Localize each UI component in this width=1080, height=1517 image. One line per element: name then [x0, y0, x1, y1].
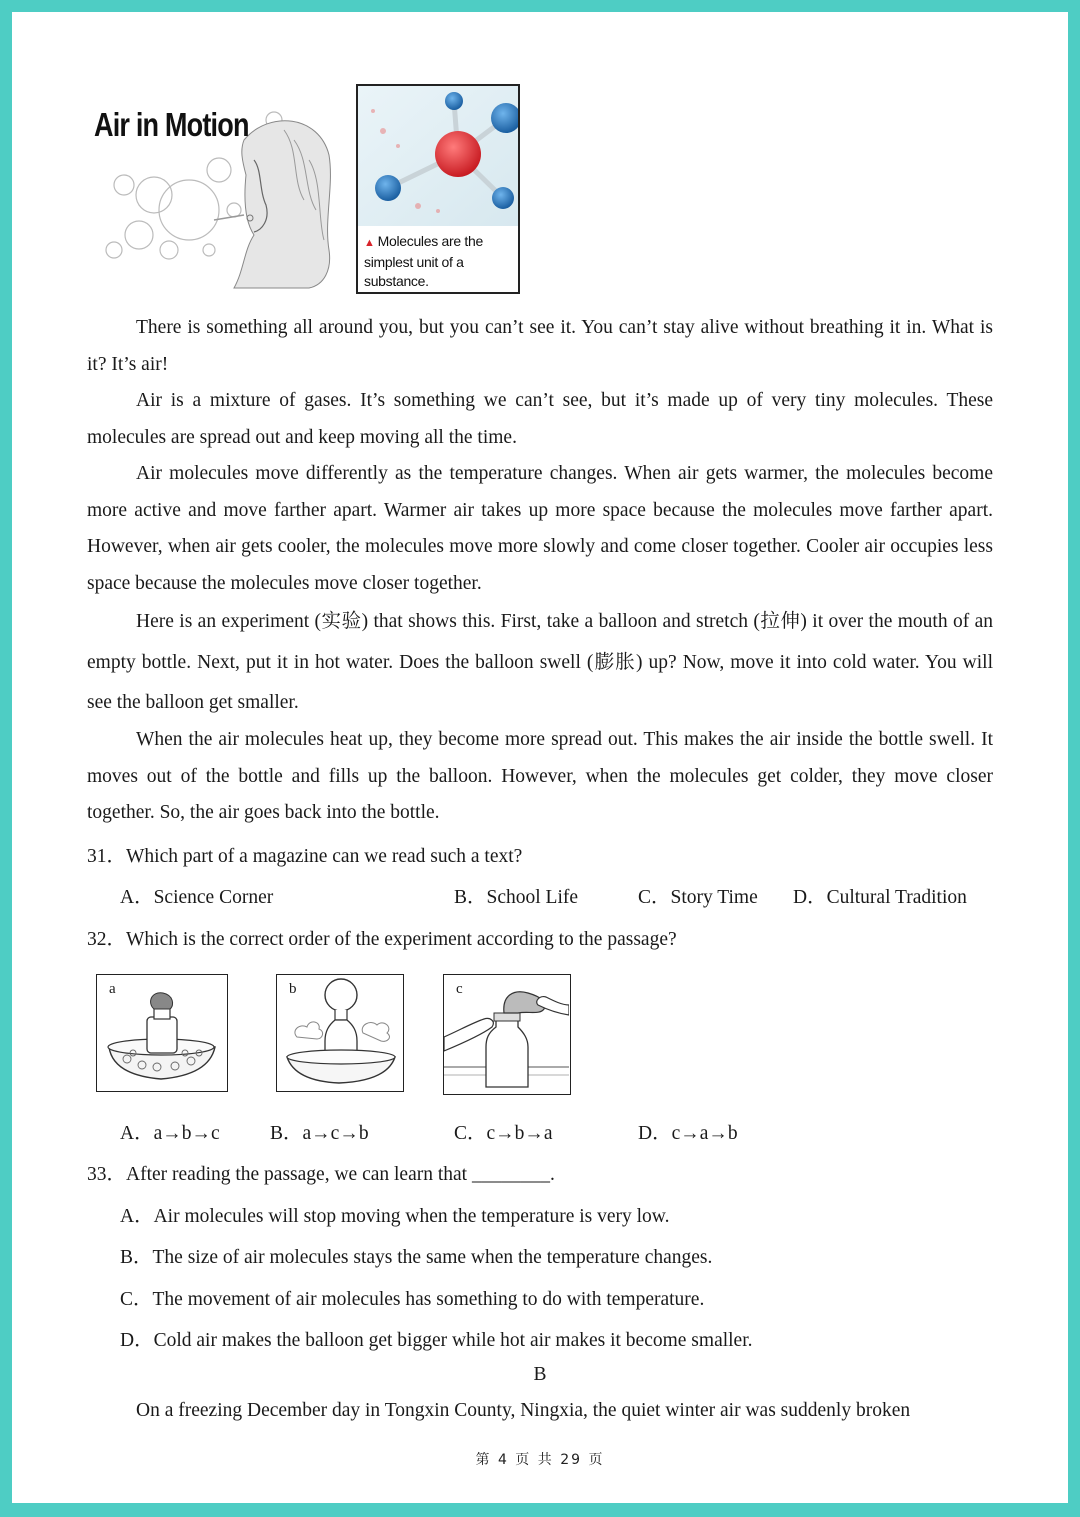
question-31-stem: 31．Which part of a magazine can we read such a text? — [87, 846, 523, 867]
q31-option-d[interactable]: D．Cultural Tradition — [793, 887, 967, 908]
question-32-stem: 32．Which is the correct order of the experiment according to the passage? — [87, 929, 677, 950]
paragraph-1: There is something all around you, but you can’t see it. You can’t stay alive without breathing it in. What is it? It’s air! — [87, 317, 993, 375]
experiment-image-a — [96, 974, 228, 1092]
paragraph-5: When the air molecules heat up, they become more spread out. This makes the air inside the bottle swell. It moves out of the bottle and fills up the balloon. However, when the molecules get colder, they move closer together. So, the air goes back into the bottle. — [87, 729, 993, 824]
page-number-footer: 第 4 页 共 29 页 — [475, 1452, 605, 1468]
molecule-figure — [356, 84, 520, 294]
experiment-label-a: a — [109, 981, 116, 997]
paragraph-2: Air is a mixture of gases. It’s something we can’t see, but it’s made up of very tiny molecules. These molecules are spread out and keep moving all the time. — [87, 390, 993, 448]
experiment-label-c: c — [456, 981, 463, 997]
title-illustration — [94, 100, 332, 290]
q32-option-c[interactable]: C．c→b→a — [454, 1123, 553, 1144]
paragraph-3: Air molecules move differently as the temperature changes. When air gets warmer, the molecules become more active and move farther apart. Warmer air takes up more space because the molecules move farther apart. However, when air gets cooler, the molecules move more slowly and come closer together. Cooler air occupies less space because the molecules move closer together. — [87, 463, 993, 595]
figure-title: Air in Motion — [94, 106, 249, 143]
q33-option-a[interactable]: A．Air molecules will stop moving when the temperature is very low. — [120, 1206, 670, 1227]
experiment-image-b — [276, 974, 404, 1092]
q31-option-a[interactable]: A．Science Corner — [120, 887, 274, 908]
triangle-icon: ▲ — [364, 237, 375, 249]
molecule-caption-text: Molecules are the simplest unit of a substance. — [364, 233, 483, 289]
experiment-label-b: b — [289, 981, 297, 997]
experiment-image-c — [443, 974, 571, 1095]
exam-page — [12, 12, 1068, 1503]
q31-option-c[interactable]: C．Story Time — [638, 887, 758, 908]
q31-option-b[interactable]: B．School Life — [454, 887, 579, 908]
q33-option-b[interactable]: B．The size of air molecules stays the same when the temperature changes. — [120, 1247, 713, 1268]
bottle-in-bowl-image — [97, 975, 226, 1090]
section-b-first-line: On a freezing December day in Tongxin County, Ningxia, the quiet winter air was suddenly broken — [136, 1400, 911, 1421]
q32-option-a[interactable]: A．a→b→c — [120, 1123, 220, 1144]
molecule-caption — [364, 232, 514, 291]
paragraph-4: Here is an experiment (实验) that shows this. First, take a balloon and stretch (拉伸) it over the mouth of an empty bottle. Next, put it in hot water. Does the balloon swell (膨胀) up? Now, move it into cold water. You will see the balloon get smaller. — [87, 611, 993, 713]
q32-option-d[interactable]: D．c→a→b — [638, 1123, 738, 1144]
section-b-heading: B — [533, 1364, 547, 1385]
q32-option-b[interactable]: B．a→c→b — [270, 1123, 369, 1144]
q33-option-c[interactable]: C．The movement of air molecules has something to do with temperature. — [120, 1289, 705, 1310]
q33-option-d[interactable]: D．Cold air makes the balloon get bigger while hot air makes it become smaller. — [120, 1330, 753, 1351]
question-33-stem: 33．After reading the passage, we can learn that ________. — [87, 1164, 555, 1185]
molecule-image — [358, 86, 518, 226]
